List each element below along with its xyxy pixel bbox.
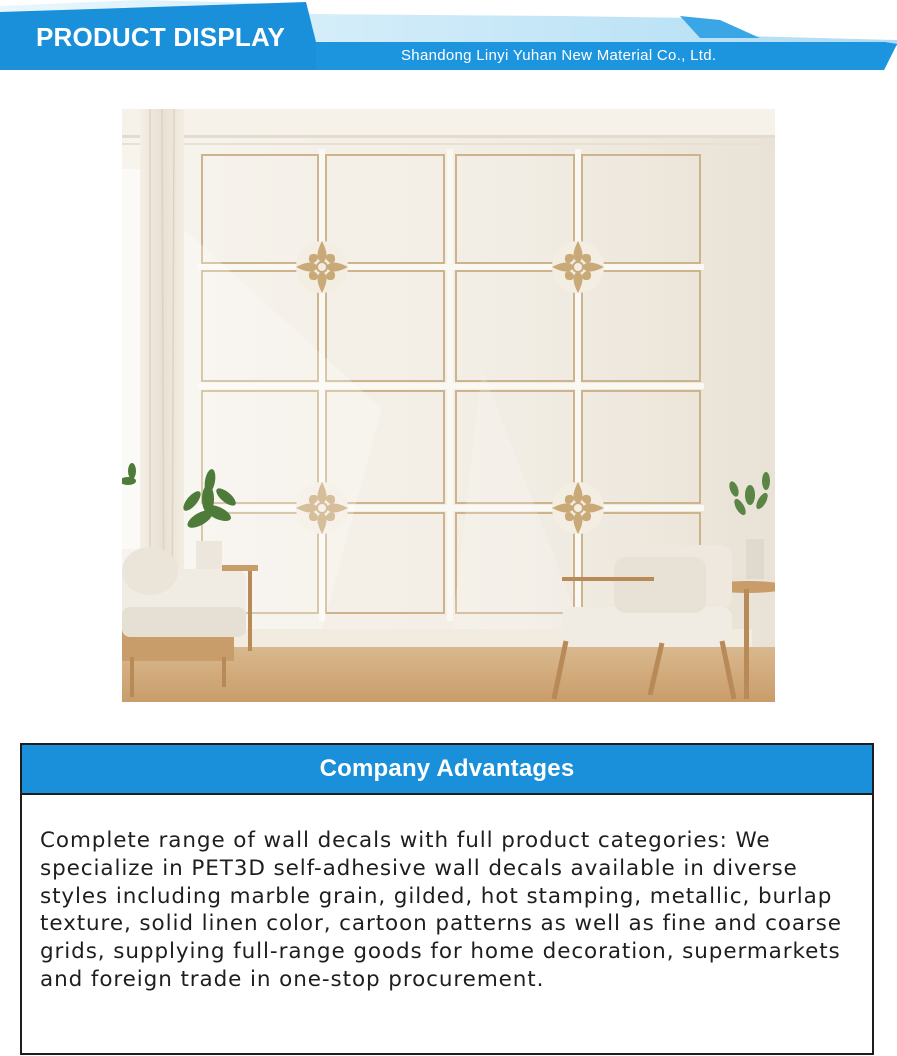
advantages-body: Complete range of wall decals with full product categories: We specialize in PET3D self-adhesive wall decals available in diverse styles including marble grain, gilded, hot stamping, metallic, burlap texture, solid linen color, cartoon patterns as well as fine and coarse grids, supplying full-range goods for home decoration, supermarkets and foreign trade in one-stop procurement.	[40, 828, 842, 992]
company-advantages-box	[20, 743, 874, 1055]
advantages-header	[22, 745, 872, 795]
product-photo	[122, 109, 775, 702]
advantages-title: Company Advantages	[319, 755, 575, 782]
page-title: PRODUCT DISPLAY	[36, 22, 286, 52]
header-banner	[0, 0, 897, 80]
company-name: Shandong Linyi Yuhan New Material Co., Ltd.	[401, 47, 717, 64]
